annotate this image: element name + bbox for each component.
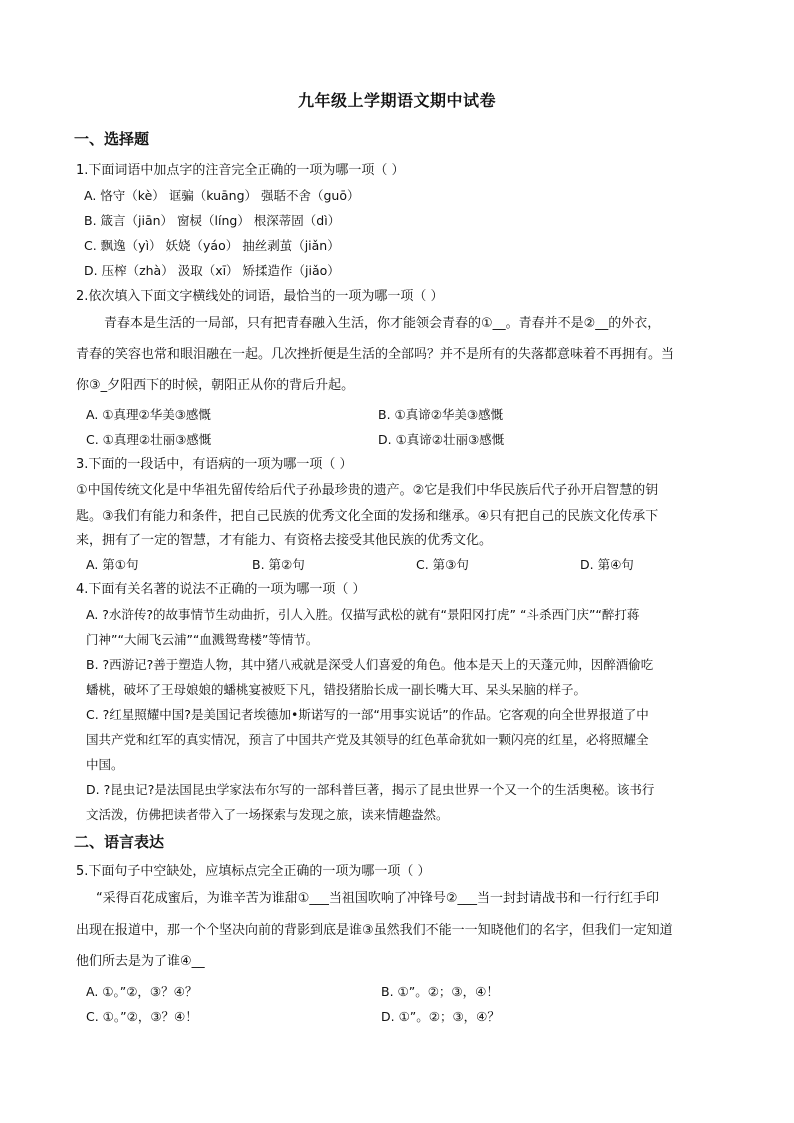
q1-option-d: D. 压榨（zhà） 汲取（xī） 矫揉造作（jiǎo） (84, 263, 340, 278)
q4-option-a-line-2: 门神”“大闹飞云浦”“血溅鸳鸯楼”等情节。 (86, 632, 319, 647)
q2-option-d: D. ①真谛②壮丽③感慨 (378, 432, 505, 447)
q1-stem: 1.下面词语中加点字的注音完全正确的一项为哪一项（ ） (76, 163, 405, 178)
page-title: 九年级上学期语文期中试卷 (297, 91, 496, 110)
q4-option-c-line-3: 中国。 (86, 757, 124, 772)
q5-option-d: D. ①”。②；③，④？ (381, 1009, 500, 1024)
q2-option-b: B. ①真谛②华美③感慨 (378, 407, 504, 422)
q2-passage-line-3: 你③_夕阳西下的时候，朝阳正从你的背后升起。 (76, 378, 355, 393)
q1-option-a: A. 恪守（kè） 诓骗（kuāng） 强聒不舍（guō） (84, 188, 360, 203)
q5-passage-line-1: “采得百花成蜜后，为谁辛苦为谁甜①___当祖国吹响了冲锋号②___当一封封请战书和一行行红手印 (96, 891, 660, 906)
section-heading-language: 二、语言表达 (74, 833, 165, 851)
q3-passage-line-1: ①中国传统文化是中华祖先留传给后代子孙最珍贵的遗产。②它是我们中华民族后代子孙开启智慧的钥 (76, 483, 659, 498)
q4-option-c-line-2: 国共产党和红军的真实情况，预言了中国共产党及其领导的红色革命犹如一颗闪亮的红星，必将照耀全 (86, 732, 649, 747)
q4-option-b-line-2: 蟠桃，破坏了王母娘娘的蟠桃宴被贬下凡，错投猪胎长成一副长嘴大耳、呆头呆脑的样子。 (86, 682, 587, 697)
q2-passage-line-2: 青春的笑容也常和眼泪融在一起。几次挫折便是生活的全部吗？并不是所有的失落都意味着不再拥有。当 (76, 347, 675, 362)
q5-stem: 5.下面句子中空缺处，应填标点完全正确的一项为哪一项（ ） (76, 864, 431, 879)
q1-option-b: B. 箴言（jiān） 窗棂（líng） 根深蒂固（dì） (84, 213, 341, 228)
q4-option-c-line-1: C. ?红星照耀中国?是美国记者埃德加•斯诺写的一部“用事实说话”的作品。它客观的向全世界报道了中 (86, 707, 649, 722)
q4-option-a-line-1: A. ?水浒传?的故事情节生动曲折，引人入胜。仅描写武松的就有“景阳冈打虎” “斗杀西门庆”“醉打蒋 (86, 607, 640, 622)
q4-option-d-line-2: 文活泼，仿佛把读者带入了一场探索与发现之旅，读来情趣盎然。 (86, 807, 449, 822)
q3-passage-line-2: 匙。③我们有能力和条件，把自己民族的优秀文化全面的发扬和继承。④只有把自己的民族文化传承下 (76, 509, 659, 524)
q4-option-b-line-1: B. ?西游记?善于塑造人物，其中猪八戒就是深受人们喜爱的角色。他本是天上的天蓬元帅，因醉酒偷吃 (86, 657, 654, 672)
q2-stem: 2.依次填入下面文字横线处的词语，最恰当的一项为哪一项（ ） (76, 289, 444, 304)
q1-option-c: C. 飘逸（yì） 妖娆（yáo） 抽丝剥茧（jiǎn） (84, 238, 340, 253)
q5-option-a: A. ①。”②，③？④？ (86, 984, 198, 999)
q3-option-b: B. 第②句 (252, 557, 305, 572)
section-heading-choice: 一、选择题 (74, 130, 150, 148)
q5-passage-line-2: 出现在报道中，那一个个坚决向前的背影到底是谁③虽然我们不能一一知晓他们的名字，但我们一定知道 (76, 923, 673, 938)
q2-option-a: A. ①真理②华美③感慨 (86, 407, 211, 422)
q2-passage-line-1: 青春本是生活的一局部，只有把青春融入生活，你才能领会青春的①__。青春并不是②__的外衣， (104, 316, 661, 331)
q4-stem: 4.下面有关名著的说法不正确的一项为哪一项（ ） (76, 582, 366, 597)
q5-option-c: C. ①。”②，③？④！ (86, 1009, 198, 1024)
q3-option-a: A. 第①句 (86, 557, 139, 572)
q3-option-c: C. 第③句 (416, 557, 469, 572)
q5-passage-line-3: 他们所去是为了谁④__ (76, 954, 205, 969)
q3-passage-line-3: 来，拥有了一定的智慧，才有能力、有资格去接受其他民族的优秀文化。 (76, 533, 493, 548)
q3-stem: 3.下面的一段话中，有语病的一项为哪一项（ ） (76, 457, 353, 472)
q2-option-c: C. ①真理②壮丽③感慨 (86, 432, 212, 447)
q3-option-d: D. 第④句 (580, 557, 634, 572)
q4-option-d-line-1: D. ?昆虫记?是法国昆虫学家法布尔写的一部科普巨著，揭示了昆虫世界一个又一个的生活奥秘。该书行 (86, 782, 655, 797)
q5-option-b: B. ①”。②；③，④！ (381, 984, 499, 999)
